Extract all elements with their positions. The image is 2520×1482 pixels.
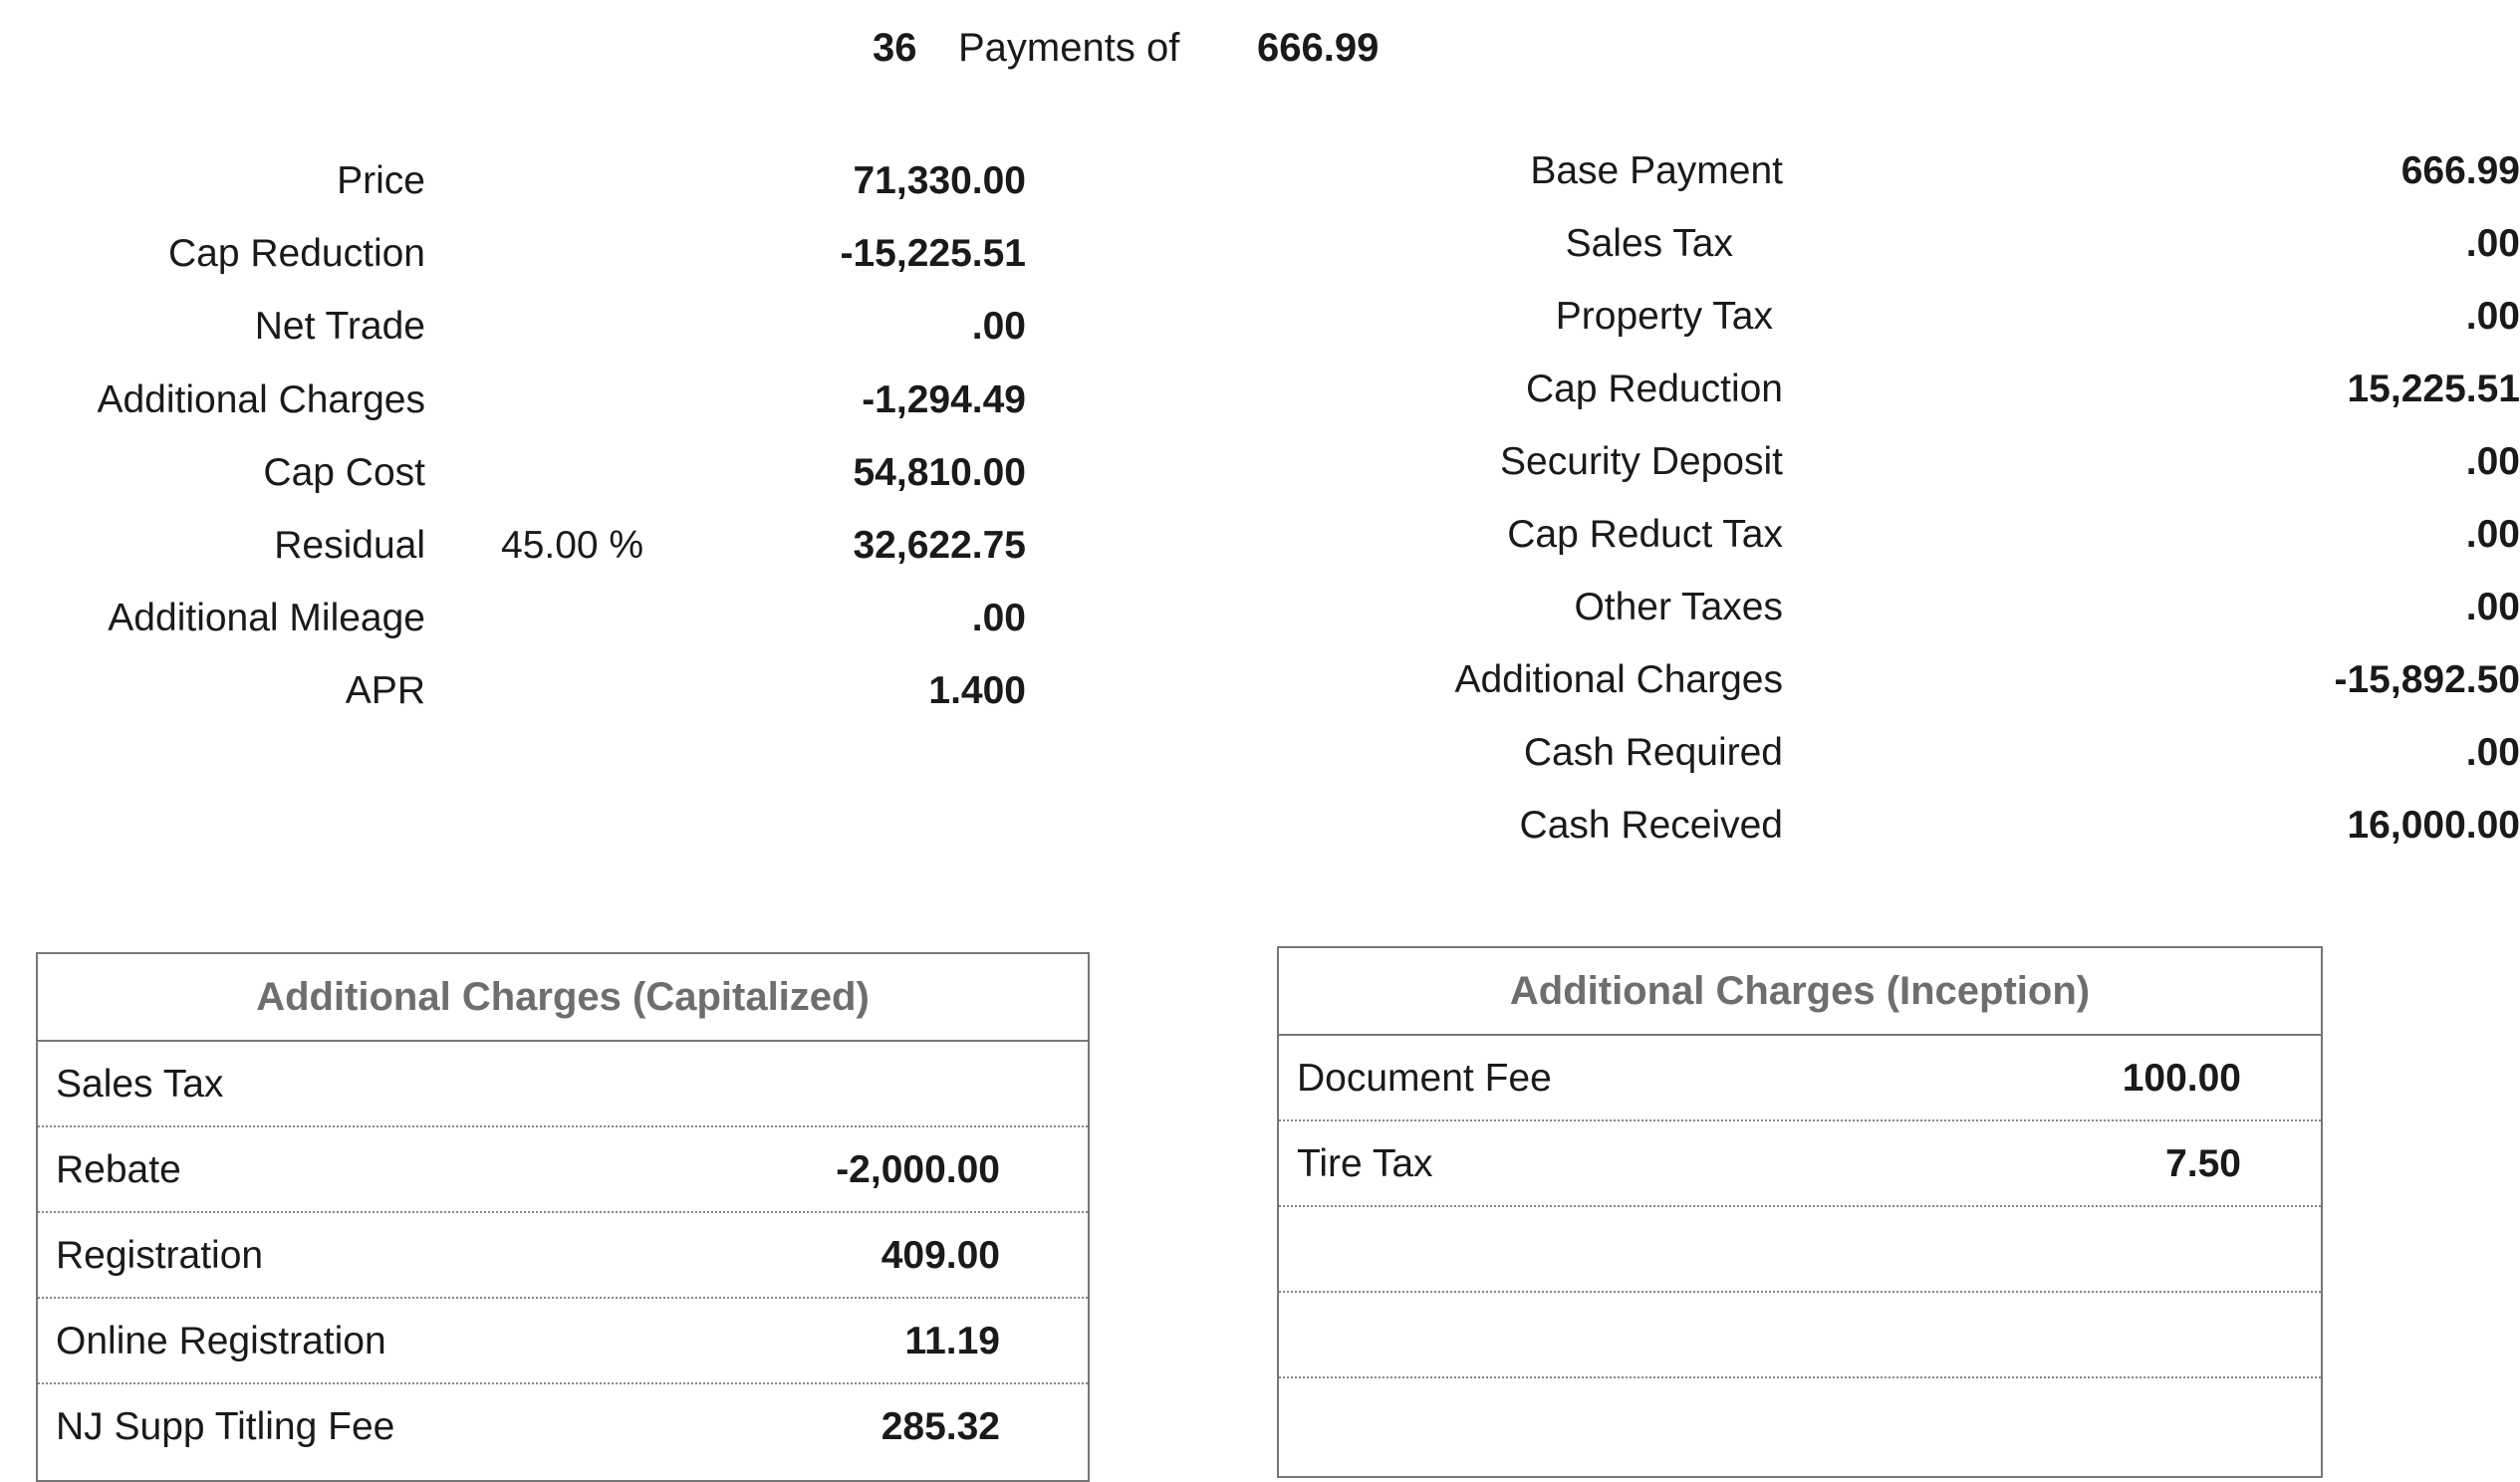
row-value: .00 (2465, 731, 2520, 774)
summary-row-base-payment (1195, 141, 2520, 201)
table-row (1279, 1293, 2321, 1378)
table-row (38, 1213, 1088, 1299)
summary-row-additional-mileage (0, 589, 1096, 648)
table-row (38, 1042, 1088, 1127)
cell-value: 7.50 (2165, 1142, 2241, 1185)
row-label: Cash Received (1519, 804, 1783, 847)
payment-header (0, 18, 2391, 78)
row-value: .00 (971, 597, 1026, 639)
row-value: 666.99 (2400, 149, 2520, 192)
row-value: 15,225.51 (2347, 368, 2520, 410)
row-label: Cash Required (1523, 731, 1783, 774)
row-value: -15,892.50 (2334, 658, 2520, 701)
row-label: Security Deposit (1500, 440, 1783, 483)
row-label: Additional Mileage (108, 597, 425, 639)
row-label: Other Taxes (1574, 586, 1783, 628)
cell-label: Rebate (56, 1148, 181, 1191)
cell-label: NJ Supp Titling Fee (56, 1405, 395, 1448)
summary-row-cap-cost (0, 443, 1096, 503)
residual-percent: 45.00 % (501, 524, 644, 567)
cell-value: 100.00 (2122, 1057, 2241, 1100)
table-title: Additional Charges (Capitalized) (38, 954, 1088, 1042)
payment-amount: 666.99 (1257, 26, 1380, 70)
row-label: Property Tax (1555, 295, 1773, 338)
summary-row-net-trade (0, 297, 1096, 357)
cell-label: Online Registration (56, 1320, 386, 1362)
row-label: Cap Cost (263, 451, 425, 494)
row-value: .00 (2465, 440, 2520, 483)
table-row (1279, 1378, 2321, 1464)
cell-value: 11.19 (904, 1320, 1000, 1362)
table-row (38, 1299, 1088, 1384)
summary-row-cap-reduction (0, 224, 1096, 284)
row-label: APR (345, 669, 425, 712)
row-label: Cap Reduction (168, 232, 425, 275)
row-value: -15,225.51 (840, 232, 1026, 275)
summary-row-cap-reduct-tax (1195, 505, 2520, 565)
row-label: Additional Charges (97, 378, 425, 421)
summary-row-apr (0, 661, 1096, 721)
table-title: Additional Charges (Inception) (1279, 948, 2321, 1036)
row-label: Residual (274, 524, 425, 567)
summary-row-other-taxes (1195, 578, 2520, 637)
row-value: -1,294.49 (862, 378, 1026, 421)
row-value: 1.400 (928, 669, 1026, 712)
row-label: Cap Reduct Tax (1507, 513, 1783, 556)
cell-value: 285.32 (881, 1405, 1000, 1448)
row-label: Cap Reduction (1526, 368, 1783, 410)
table-row (1279, 1207, 2321, 1293)
summary-row-cash-required (1195, 723, 2520, 783)
table-row (1279, 1121, 2321, 1207)
summary-row-residual (0, 516, 1096, 576)
summary-row-cash-received (1195, 796, 2520, 856)
row-value: .00 (971, 305, 1026, 348)
row-value: 16,000.00 (2347, 804, 2520, 847)
row-label: Net Trade (254, 305, 425, 348)
summary-row-additional-charges-right (1195, 650, 2520, 710)
row-label: Base Payment (1530, 149, 1783, 192)
row-label: Price (337, 159, 425, 202)
table-row (38, 1127, 1088, 1213)
summary-row-price (0, 151, 1096, 211)
cell-label: Sales Tax (56, 1063, 224, 1106)
cell-value: -2,000.00 (836, 1148, 1000, 1191)
row-value: .00 (2465, 295, 2520, 338)
row-label: Additional Charges (1454, 658, 1783, 701)
inception-charges-table (1277, 946, 2323, 1478)
summary-row-property-tax (1195, 287, 2520, 347)
capitalized-charges-table (36, 952, 1090, 1482)
cell-label: Tire Tax (1297, 1142, 1433, 1185)
row-value: 32,622.75 (853, 524, 1026, 567)
row-value: 71,330.00 (853, 159, 1026, 202)
payment-count: 36 (873, 26, 917, 70)
row-value: .00 (2465, 513, 2520, 556)
cell-value: 409.00 (881, 1234, 1000, 1277)
summary-row-sales-tax (1195, 214, 2520, 274)
table-row (38, 1384, 1088, 1470)
summary-row-cap-reduction-right (1195, 360, 2520, 419)
payment-header-text: Payments of (958, 26, 1180, 70)
row-label: Sales Tax (1565, 222, 1733, 265)
cell-label: Registration (56, 1234, 264, 1277)
row-value: .00 (2465, 586, 2520, 628)
table-row (1279, 1036, 2321, 1121)
summary-row-security-deposit (1195, 432, 2520, 492)
summary-row-additional-charges (0, 370, 1096, 430)
cell-label: Document Fee (1297, 1057, 1552, 1100)
row-value: 54,810.00 (853, 451, 1026, 494)
row-value: .00 (2465, 222, 2520, 265)
